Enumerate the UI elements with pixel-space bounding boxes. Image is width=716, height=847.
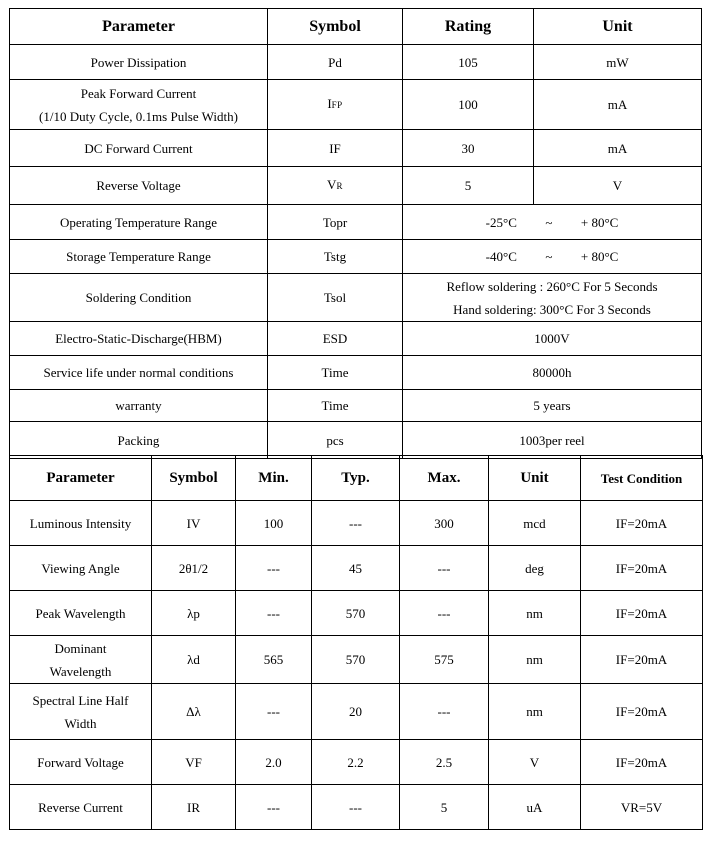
symbol-cell	[268, 167, 403, 205]
max-cell: ---	[400, 684, 489, 740]
soldering-value-cell	[403, 274, 702, 322]
parameter-cell: Operating Temperature Range	[10, 205, 268, 240]
unit-cell: V	[534, 167, 702, 205]
unit-cell: uA	[489, 785, 581, 830]
symbol-cell: Tstg	[268, 240, 403, 274]
symbol-cell: λp	[152, 591, 236, 636]
min-cell: 100	[236, 501, 312, 546]
rating-cell: 30	[403, 130, 534, 167]
unit-cell: mcd	[489, 501, 581, 546]
soldering-line: Reflow soldering : 260°C For 5 Seconds	[446, 278, 658, 294]
table-row	[10, 205, 702, 240]
symbol-subscript: R	[336, 181, 343, 191]
absolute-ratings-table	[9, 8, 702, 459]
range-high: + 80°C	[580, 214, 619, 230]
condition-cell: IF=20mA	[581, 740, 703, 785]
typ-cell: ---	[312, 501, 400, 546]
header-typ: Typ.	[312, 456, 400, 501]
parameter-cell	[10, 684, 152, 740]
parameter-cell: DC Forward Current	[10, 130, 268, 167]
parameter-cell: Forward Voltage	[10, 740, 152, 785]
symbol-cell: λd	[152, 636, 236, 684]
header-unit: Unit	[489, 456, 581, 501]
value-cell: 80000h	[403, 356, 702, 390]
symbol-cell: Pd	[268, 45, 403, 80]
typ-cell: ---	[312, 785, 400, 830]
header-min: Min.	[236, 456, 312, 501]
header-rating: Rating	[403, 9, 534, 45]
range-cell	[403, 205, 702, 240]
max-cell: 300	[400, 501, 489, 546]
symbol-cell: Δλ	[152, 684, 236, 740]
condition-cell: IF=20mA	[581, 591, 703, 636]
parameter-line: (1/10 Duty Cycle, 0.1ms Pulse Width)	[39, 108, 238, 124]
table-row	[10, 130, 702, 167]
ratings-header-row	[10, 9, 702, 45]
table-row	[10, 356, 702, 390]
range-low: -25°C	[485, 214, 517, 230]
table-row	[10, 167, 702, 205]
parameter-cell: Packing	[10, 422, 268, 459]
parameter-line: Wavelength	[49, 663, 112, 679]
symbol-cell: Topr	[268, 205, 403, 240]
unit-cell: deg	[489, 546, 581, 591]
parameter-cell: warranty	[10, 390, 268, 422]
table-row	[10, 684, 703, 740]
symbol-cell: IV	[152, 501, 236, 546]
characteristics-table	[9, 455, 703, 830]
condition-cell: IF=20mA	[581, 684, 703, 740]
parameter-cell	[10, 636, 152, 684]
value-cell: 1000V	[403, 322, 702, 356]
condition-cell: VR=5V	[581, 785, 703, 830]
range-separator: ~	[545, 214, 553, 230]
table-row	[10, 785, 703, 830]
parameter-line: Peak Forward Current	[80, 85, 197, 101]
header-parameter: Parameter	[10, 9, 268, 45]
parameter-cell: Viewing Angle	[10, 546, 152, 591]
min-cell: 2.0	[236, 740, 312, 785]
min-cell: ---	[236, 591, 312, 636]
parameter-line: Width	[64, 715, 97, 731]
temperature-range	[486, 211, 619, 234]
parameter-cell: Luminous Intensity	[10, 501, 152, 546]
max-cell: ---	[400, 591, 489, 636]
symbol-cell: IR	[152, 785, 236, 830]
min-cell: 565	[236, 636, 312, 684]
typ-cell: 20	[312, 684, 400, 740]
condition-cell: IF=20mA	[581, 636, 703, 684]
typ-cell: 570	[312, 591, 400, 636]
rating-cell: 5	[403, 167, 534, 205]
symbol-cell: Time	[268, 390, 403, 422]
table-row	[10, 636, 703, 684]
symbol-cell	[268, 80, 403, 130]
table-row	[10, 546, 703, 591]
range-cell	[403, 240, 702, 274]
condition-cell: IF=20mA	[581, 546, 703, 591]
table-row	[10, 740, 703, 785]
table-row	[10, 322, 702, 356]
max-cell: 2.5	[400, 740, 489, 785]
symbol-subscript: FP	[331, 100, 343, 110]
symbol-cell: Tsol	[268, 274, 403, 322]
table-row	[10, 422, 702, 459]
table-row	[10, 45, 702, 80]
min-cell: ---	[236, 684, 312, 740]
max-cell: 575	[400, 636, 489, 684]
temperature-range	[486, 245, 619, 268]
symbol-main: V	[327, 177, 337, 192]
parameter-line: Spectral Line Half	[32, 692, 129, 708]
min-cell: ---	[236, 546, 312, 591]
parameter-cell: Reverse Current	[10, 785, 152, 830]
parameter-cell: Peak Wavelength	[10, 591, 152, 636]
parameter-cell	[10, 80, 268, 130]
range-high: + 80°C	[580, 249, 619, 264]
typ-cell: 570	[312, 636, 400, 684]
max-cell: 5	[400, 785, 489, 830]
symbol-cell: ESD	[268, 322, 403, 356]
header-max: Max.	[400, 456, 489, 501]
unit-cell: V	[489, 740, 581, 785]
value-cell: 1003per reel	[403, 422, 702, 459]
table-row	[10, 501, 703, 546]
table-row	[10, 390, 702, 422]
parameter-cell: Service life under normal conditions	[10, 356, 268, 390]
unit-cell: mA	[534, 80, 702, 130]
header-unit: Unit	[534, 9, 702, 45]
min-cell: ---	[236, 785, 312, 830]
condition-cell: IF=20mA	[581, 501, 703, 546]
range-separator: ~	[545, 249, 553, 264]
table-row	[10, 274, 702, 322]
parameter-cell: Electro-Static-Discharge(HBM)	[10, 322, 268, 356]
header-symbol: Symbol	[268, 9, 403, 45]
unit-cell: nm	[489, 591, 581, 636]
symbol-cell: Time	[268, 356, 403, 390]
symbol-cell: 2θ1/2	[152, 546, 236, 591]
unit-cell: nm	[489, 636, 581, 684]
max-cell: ---	[400, 546, 489, 591]
parameter-cell: Power Dissipation	[10, 45, 268, 80]
typ-cell: 2.2	[312, 740, 400, 785]
symbol-main: I	[327, 96, 332, 111]
rating-cell: 105	[403, 45, 534, 80]
table-row	[10, 80, 702, 130]
parameter-cell: Storage Temperature Range	[10, 240, 268, 274]
unit-cell: mW	[534, 45, 702, 80]
range-low: -40°C	[485, 249, 517, 264]
parameter-line: Dominant	[54, 640, 107, 656]
header-test-condition: Test Condition	[581, 456, 703, 501]
table-row	[10, 591, 703, 636]
parameter-cell: Reverse Voltage	[10, 167, 268, 205]
parameter-cell: Soldering Condition	[10, 274, 268, 322]
header-symbol: Symbol	[152, 456, 236, 501]
rating-cell: 100	[403, 80, 534, 130]
symbol-cell: VF	[152, 740, 236, 785]
symbol-cell: pcs	[268, 422, 403, 459]
symbol-cell: IF	[268, 130, 403, 167]
typ-cell: 45	[312, 546, 400, 591]
characteristics-header-row	[10, 456, 703, 501]
value-cell: 5 years	[403, 390, 702, 422]
header-parameter: Parameter	[10, 456, 152, 501]
soldering-line: Hand soldering: 300°C For 3 Seconds	[453, 301, 651, 317]
unit-cell: nm	[489, 684, 581, 740]
table-row	[10, 240, 702, 274]
unit-cell: mA	[534, 130, 702, 167]
